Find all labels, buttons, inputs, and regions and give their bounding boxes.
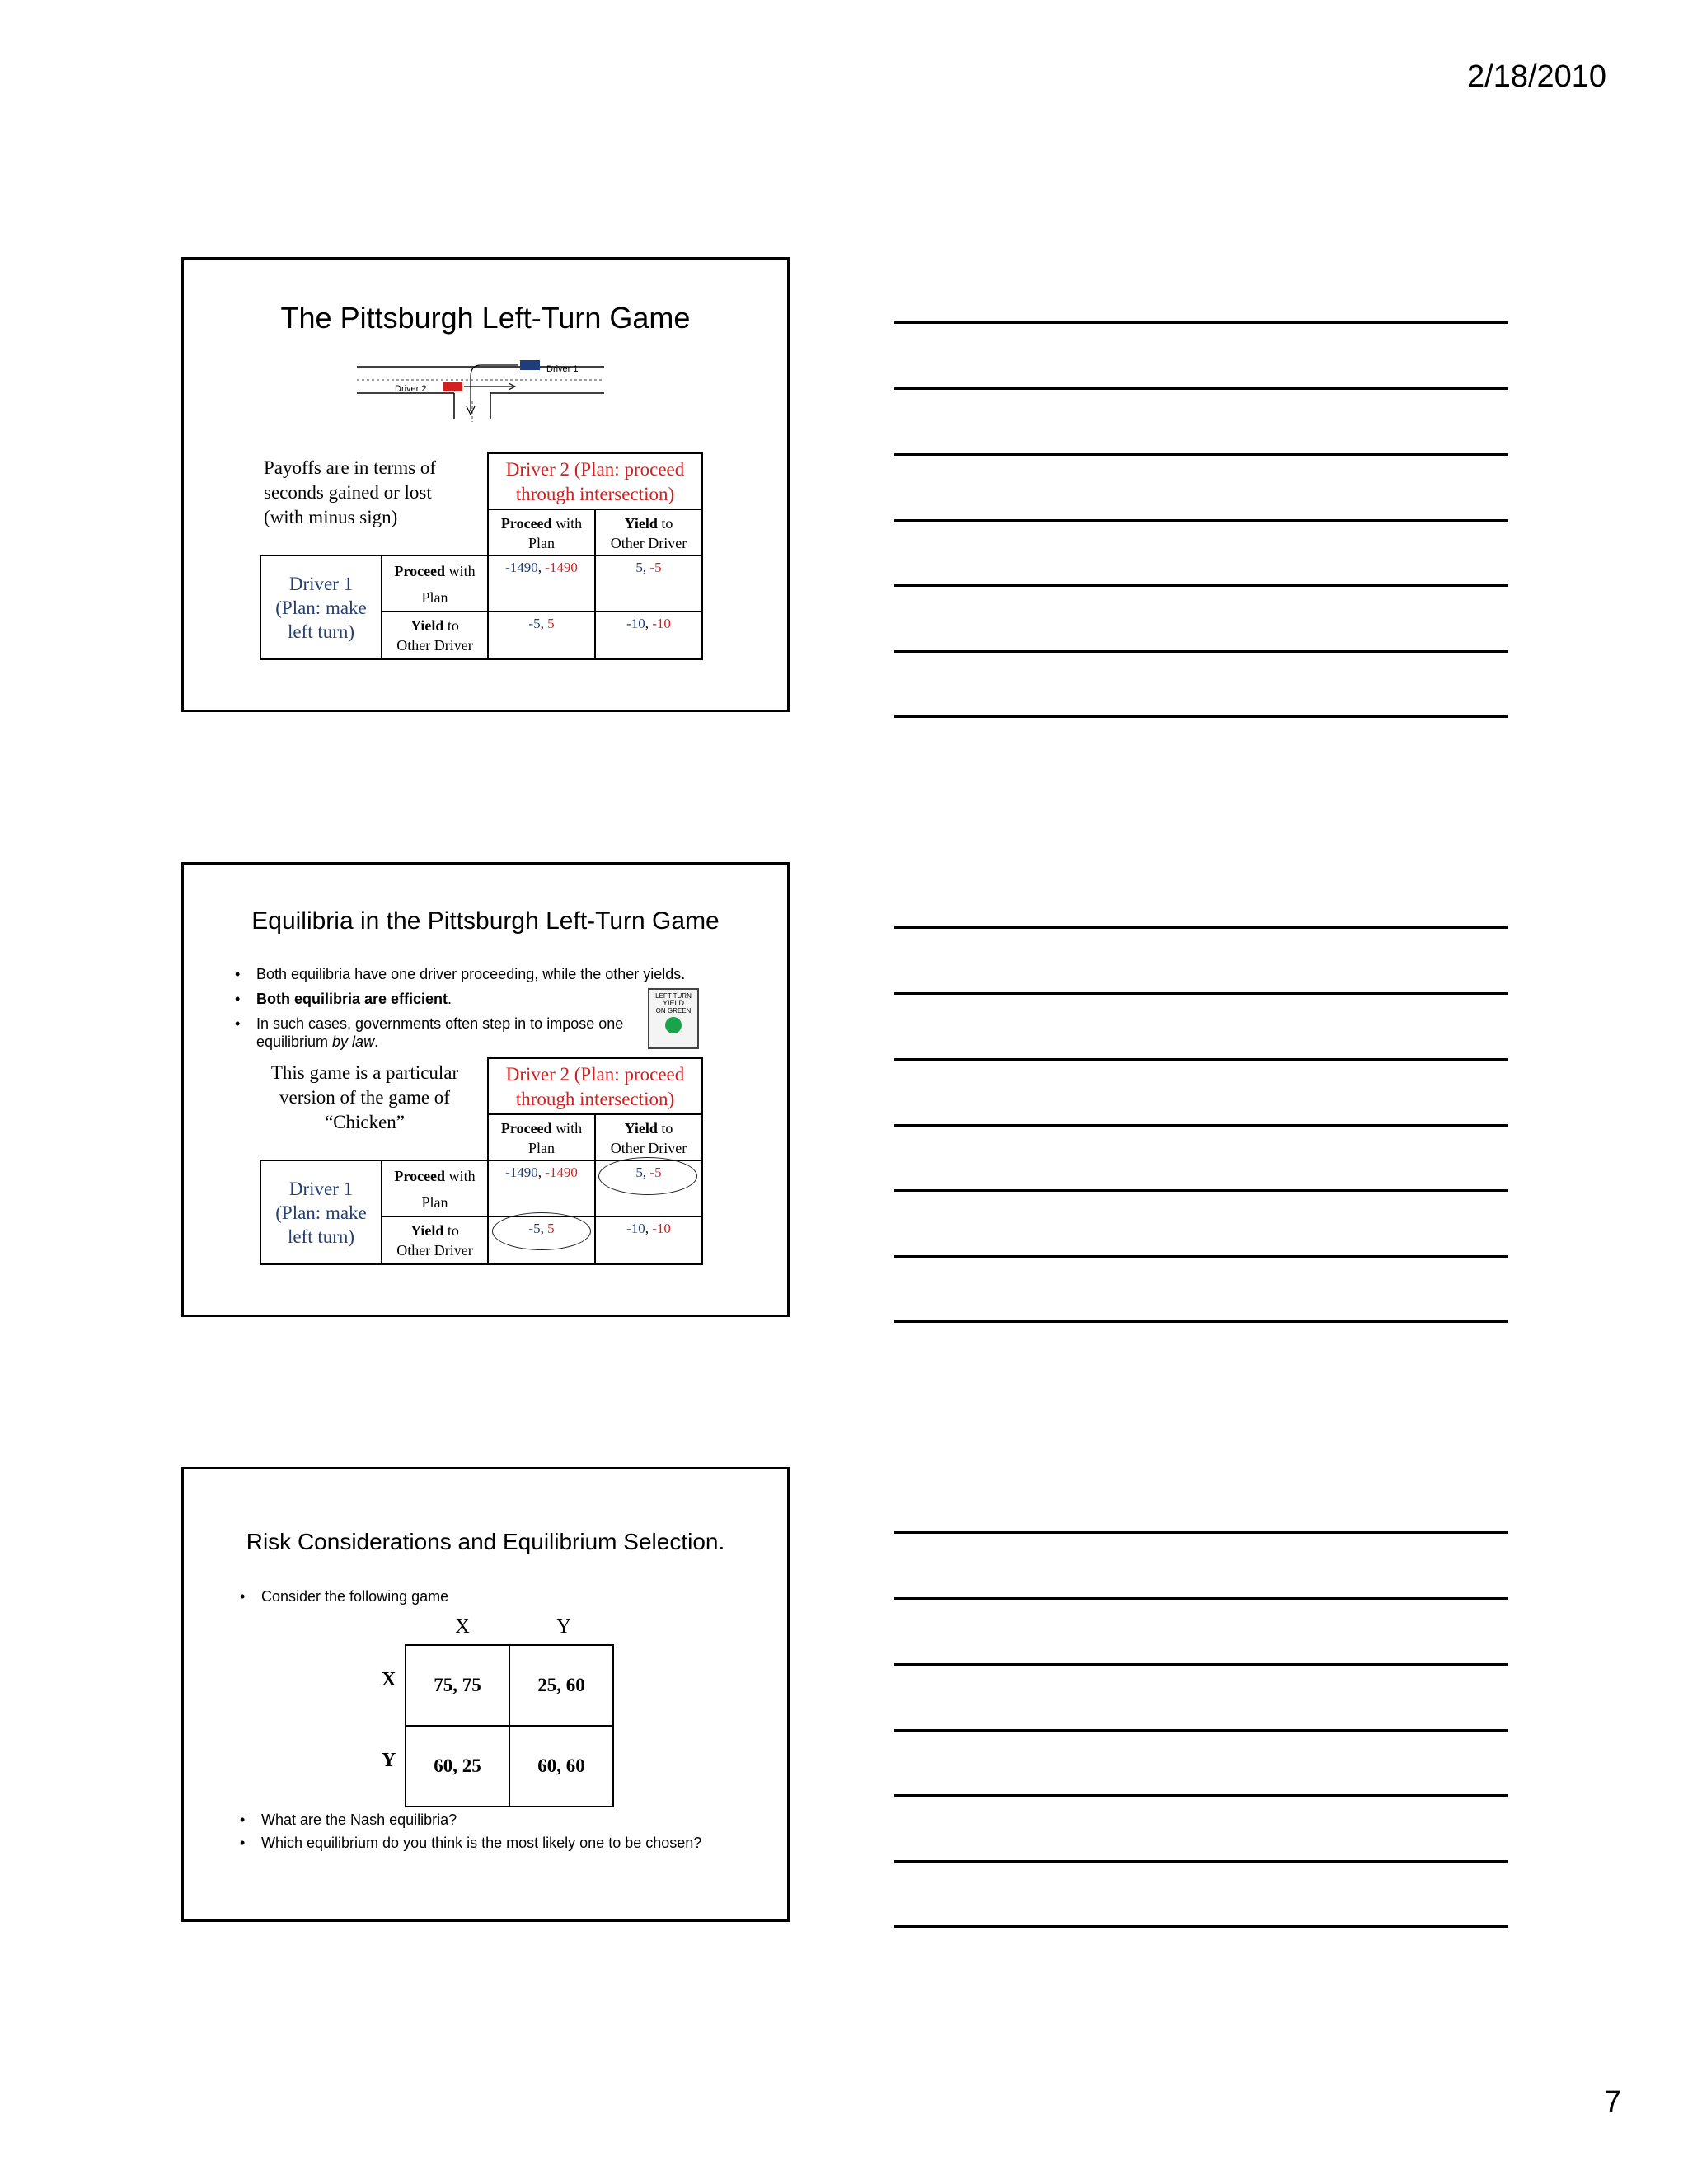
bullet-item: • What are the Nash equilibria?: [240, 1811, 457, 1828]
payoff-cell: 5, -5: [595, 555, 702, 612]
driver2-car: [443, 382, 462, 391]
driver1-car: [520, 360, 540, 370]
intersection-diagram: [349, 352, 612, 434]
bullet-item: • In such cases, governments often step in to impose one equilibrium by law.: [235, 1015, 624, 1050]
note-line: [894, 1124, 1508, 1127]
payoff-cell: -10, -10: [595, 612, 702, 659]
note-line: [894, 1320, 1508, 1323]
payoff-note: Payoffs are in terms of seconds gained or lost (with minus sign): [264, 457, 437, 527]
note-line: [894, 1058, 1508, 1061]
payoff-cell-equilibrium: -5, 5: [488, 1216, 595, 1264]
note-line: [894, 926, 1508, 929]
row-label-x: X: [382, 1669, 396, 1690]
row-header-proceed: Proceed with Plan: [382, 1160, 488, 1216]
bullet-item: • Both equilibria are efficient.: [235, 991, 452, 1007]
game-cell: 60, 25: [406, 1726, 509, 1807]
note-line: [894, 1794, 1508, 1797]
col-header-yield: Yield to Other Driver: [595, 509, 702, 555]
left-turn-path: [471, 365, 518, 411]
left-turn-yield-sign-icon: LEFT TURN YIELD ON GREEN: [648, 988, 699, 1049]
note-line: [894, 1729, 1508, 1732]
note-line: [894, 650, 1508, 653]
green-light-icon: [665, 1017, 682, 1033]
driver1-label: Driver 1 (Plan: make left turn): [260, 1160, 382, 1264]
note-line: [894, 1255, 1508, 1258]
driver2-label: Driver 2: [395, 384, 427, 394]
driver1-label: Driver 1 (Plan: make left turn): [260, 555, 382, 659]
note-line: [894, 387, 1508, 390]
note-line: [894, 715, 1508, 718]
payoff-cell: -1490, -1490: [488, 1160, 595, 1216]
game-cell: 75, 75: [406, 1645, 509, 1726]
slide-1: [181, 257, 790, 712]
slide-3-title: Risk Considerations and Equilibrium Selection.: [246, 1529, 725, 1554]
payoff-cell: -10, -10: [595, 1216, 702, 1264]
row-header-proceed: Proceed with Plan: [382, 555, 488, 612]
driver2-header: Driver 2 (Plan: proceed through intersection): [488, 1058, 702, 1114]
payoff-cell: -1490, -1490: [488, 555, 595, 612]
slide-2-title: Equilibria in the Pittsburgh Left-Turn Game: [251, 907, 720, 935]
row-header-yield: Yield to Other Driver: [382, 612, 488, 659]
note-line: [894, 1860, 1508, 1863]
game-matrix: [405, 1644, 614, 1807]
bullet-item: • Consider the following game: [240, 1588, 449, 1605]
note-line: [894, 1531, 1508, 1534]
slide-3: [181, 1467, 790, 1922]
note-line: [894, 1189, 1508, 1192]
note-line: [894, 992, 1508, 995]
note-line: [894, 1597, 1508, 1600]
row-label-y: Y: [382, 1750, 396, 1771]
note-line: [894, 1925, 1508, 1928]
col-header-yield: Yield to Other Driver: [595, 1114, 702, 1160]
col-header-proceed: Proceed with Plan: [488, 1114, 595, 1160]
payoff-matrix: [260, 452, 703, 660]
payoff-cell-equilibrium: 5, -5: [595, 1160, 702, 1216]
chicken-note: This game is a particular version of the game of “Chicken”: [270, 1062, 459, 1132]
slide-1-title: The Pittsburgh Left-Turn Game: [280, 301, 691, 335]
bullet-item: • Which equilibrium do you think is the most likely one to be chosen?: [240, 1835, 702, 1851]
note-line: [894, 519, 1508, 522]
note-line: [894, 1663, 1508, 1666]
bullet-item: • Both equilibria have one driver proceeding, while the other yields.: [235, 966, 686, 982]
equilibrium-circle: [492, 1212, 591, 1250]
equilibrium-circle: [598, 1157, 697, 1195]
game-cell: 60, 60: [509, 1726, 613, 1807]
slide-2: [181, 862, 790, 1317]
page-date: 2/18/2010: [1467, 59, 1607, 94]
note-line: [894, 453, 1508, 456]
col-label-x: X: [455, 1616, 470, 1638]
driver1-label: Driver 1: [546, 364, 579, 374]
driver2-header: Driver 2 (Plan: proceed through intersection): [488, 453, 702, 509]
note-line: [894, 584, 1508, 587]
payoff-cell: -5, 5: [488, 612, 595, 659]
row-header-yield: Yield to Other Driver: [382, 1216, 488, 1264]
game-cell: 25, 60: [509, 1645, 613, 1726]
page-number: 7: [1604, 2085, 1622, 2120]
col-label-y: Y: [556, 1616, 571, 1638]
note-line: [894, 321, 1508, 324]
col-header-proceed: Proceed with Plan: [488, 509, 595, 555]
